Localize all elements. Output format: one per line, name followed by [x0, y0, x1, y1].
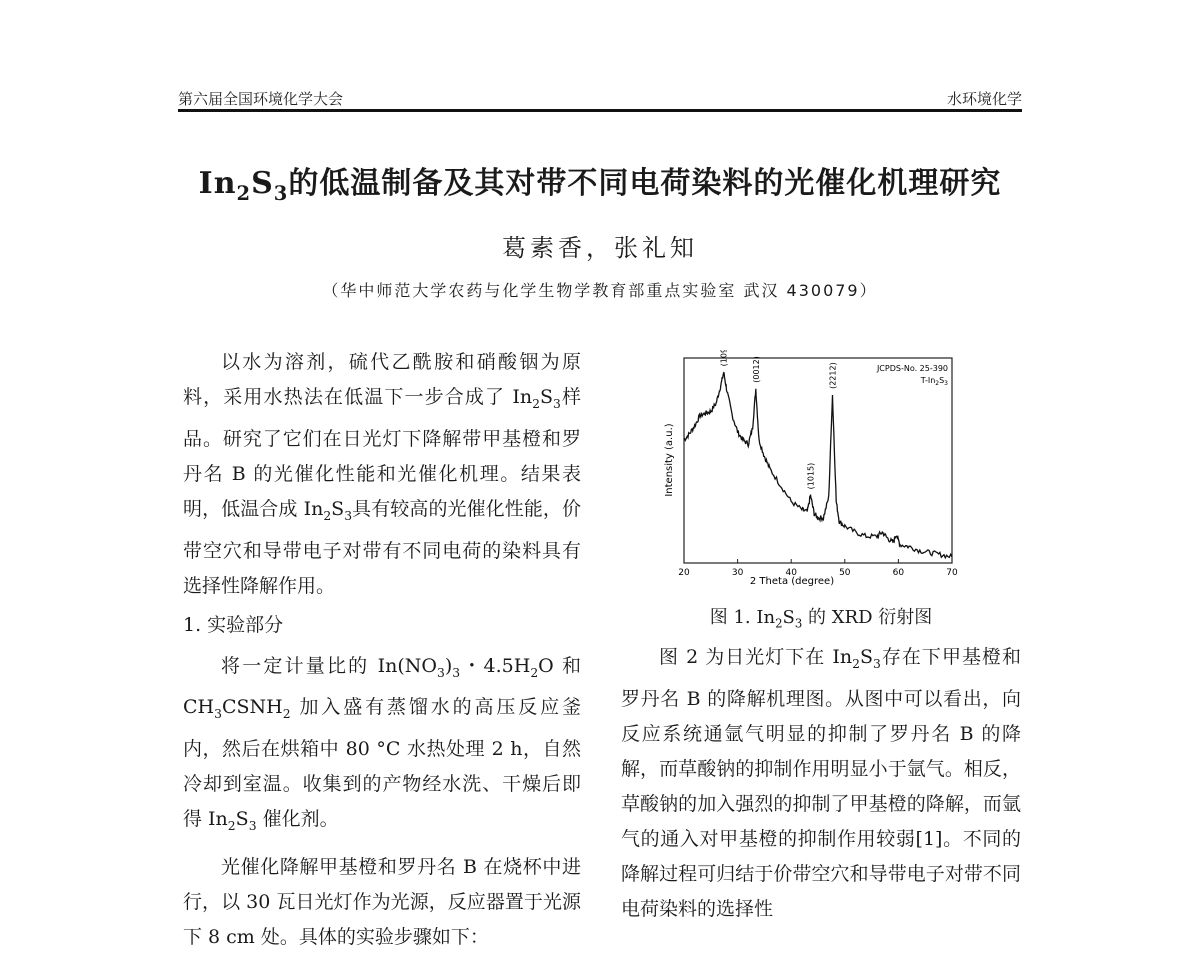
mechanism-paragraph: 图 2 为日光灯下在 $In_2S_3$存在下甲基橙和罗丹名 B 的降解机理图。从图中可以看出，向反应系统通氩气明显的抑制了罗丹名 B 的降解，而草酸钠的抑制作用明显小于氩气。相反，草酸钠的加入强烈的抑制了甲基橙的降解，而氩气的通入对甲基橙的抑制作用较弱[1]。不同的降解过程可归结于价带空穴和导带电子对带不同电荷染料的选择性	[621, 646, 1021, 920]
running-header-conference: 第六届全国环境化学大会	[178, 90, 344, 108]
abstract-paragraph: 以水为溶剂，硫代乙酰胺和硝酸铟为原料，采用水热法在低温下一步合成了 $In_2S_3$样品。研究了它们在日光灯下降解带甲基橙和罗丹名 B 的光催化性能和光催化机理。结果表明，低温合成 $In_2S_3$具有较高的光催化性能，价带空穴和导带电子对带有不同电荷的染料具有选择性降解作用。	[183, 351, 581, 597]
x-tick-label: 50	[839, 568, 851, 578]
xrd-figure	[652, 350, 970, 600]
peak-label: (109)	[719, 350, 729, 367]
peak-label: (0012)	[751, 356, 761, 383]
x-axis-label: 2 Theta (degree)	[749, 576, 835, 587]
experimental-paragraph: 将一定计量比的 $In(NO_3)_3$・$4.5H_2O$ 和 $CH_3CSNH_2$ 加入盛有蒸馏水的高压反应釜内，然后在烘箱中 80 °C 水热处理 2 h，自然冷却到室温。收集到的产物经水洗、干燥后即得 $In_2S_3$ 催化剂。	[183, 654, 581, 833]
right-column	[621, 640, 1021, 927]
x-tick-label: 70	[946, 568, 958, 578]
y-axis-label: Intensity (a.u.)	[664, 423, 675, 497]
figure-caption: 图 1. $In_2S_3$ 的 XRD 衍射图	[709, 607, 933, 631]
peak-label: (1015)	[806, 462, 816, 490]
x-tick-label: 40	[785, 568, 797, 578]
running-header-section: 水环境化学	[946, 90, 1022, 108]
x-tick-label: 30	[731, 568, 744, 578]
procedure-paragraph: 光催化降解甲基橙和罗丹名 B 在烧杯中进行，以 30 瓦日光灯作为光源，反应器置于光源下 8 cm 处。具体的实验步骤如下：	[183, 855, 581, 948]
plot-frame	[684, 358, 952, 563]
x-tick-label: 60	[892, 568, 905, 578]
legend-line-2: $T-In_2S_3$	[920, 376, 948, 387]
xrd-chart	[652, 350, 970, 600]
legend-line-1: JCPDS-No. 25-390	[876, 364, 948, 373]
left-column	[183, 345, 581, 955]
header-rule	[178, 109, 1022, 112]
affiliation: （华中师范大学农药与化学生物学教育部重点实验室 武汉 430079）	[322, 281, 878, 300]
x-tick-label: 20	[678, 568, 690, 578]
peak-label: (2212)	[828, 362, 838, 389]
xrd-series-line	[684, 373, 952, 558]
section-heading: 1. 实验部分	[183, 613, 284, 636]
authors: 葛素香，张礼知	[502, 234, 698, 262]
paper-title: $In_2S_3$的低温制备及其对带不同电荷染料的光催化机理研究	[198, 166, 1002, 205]
